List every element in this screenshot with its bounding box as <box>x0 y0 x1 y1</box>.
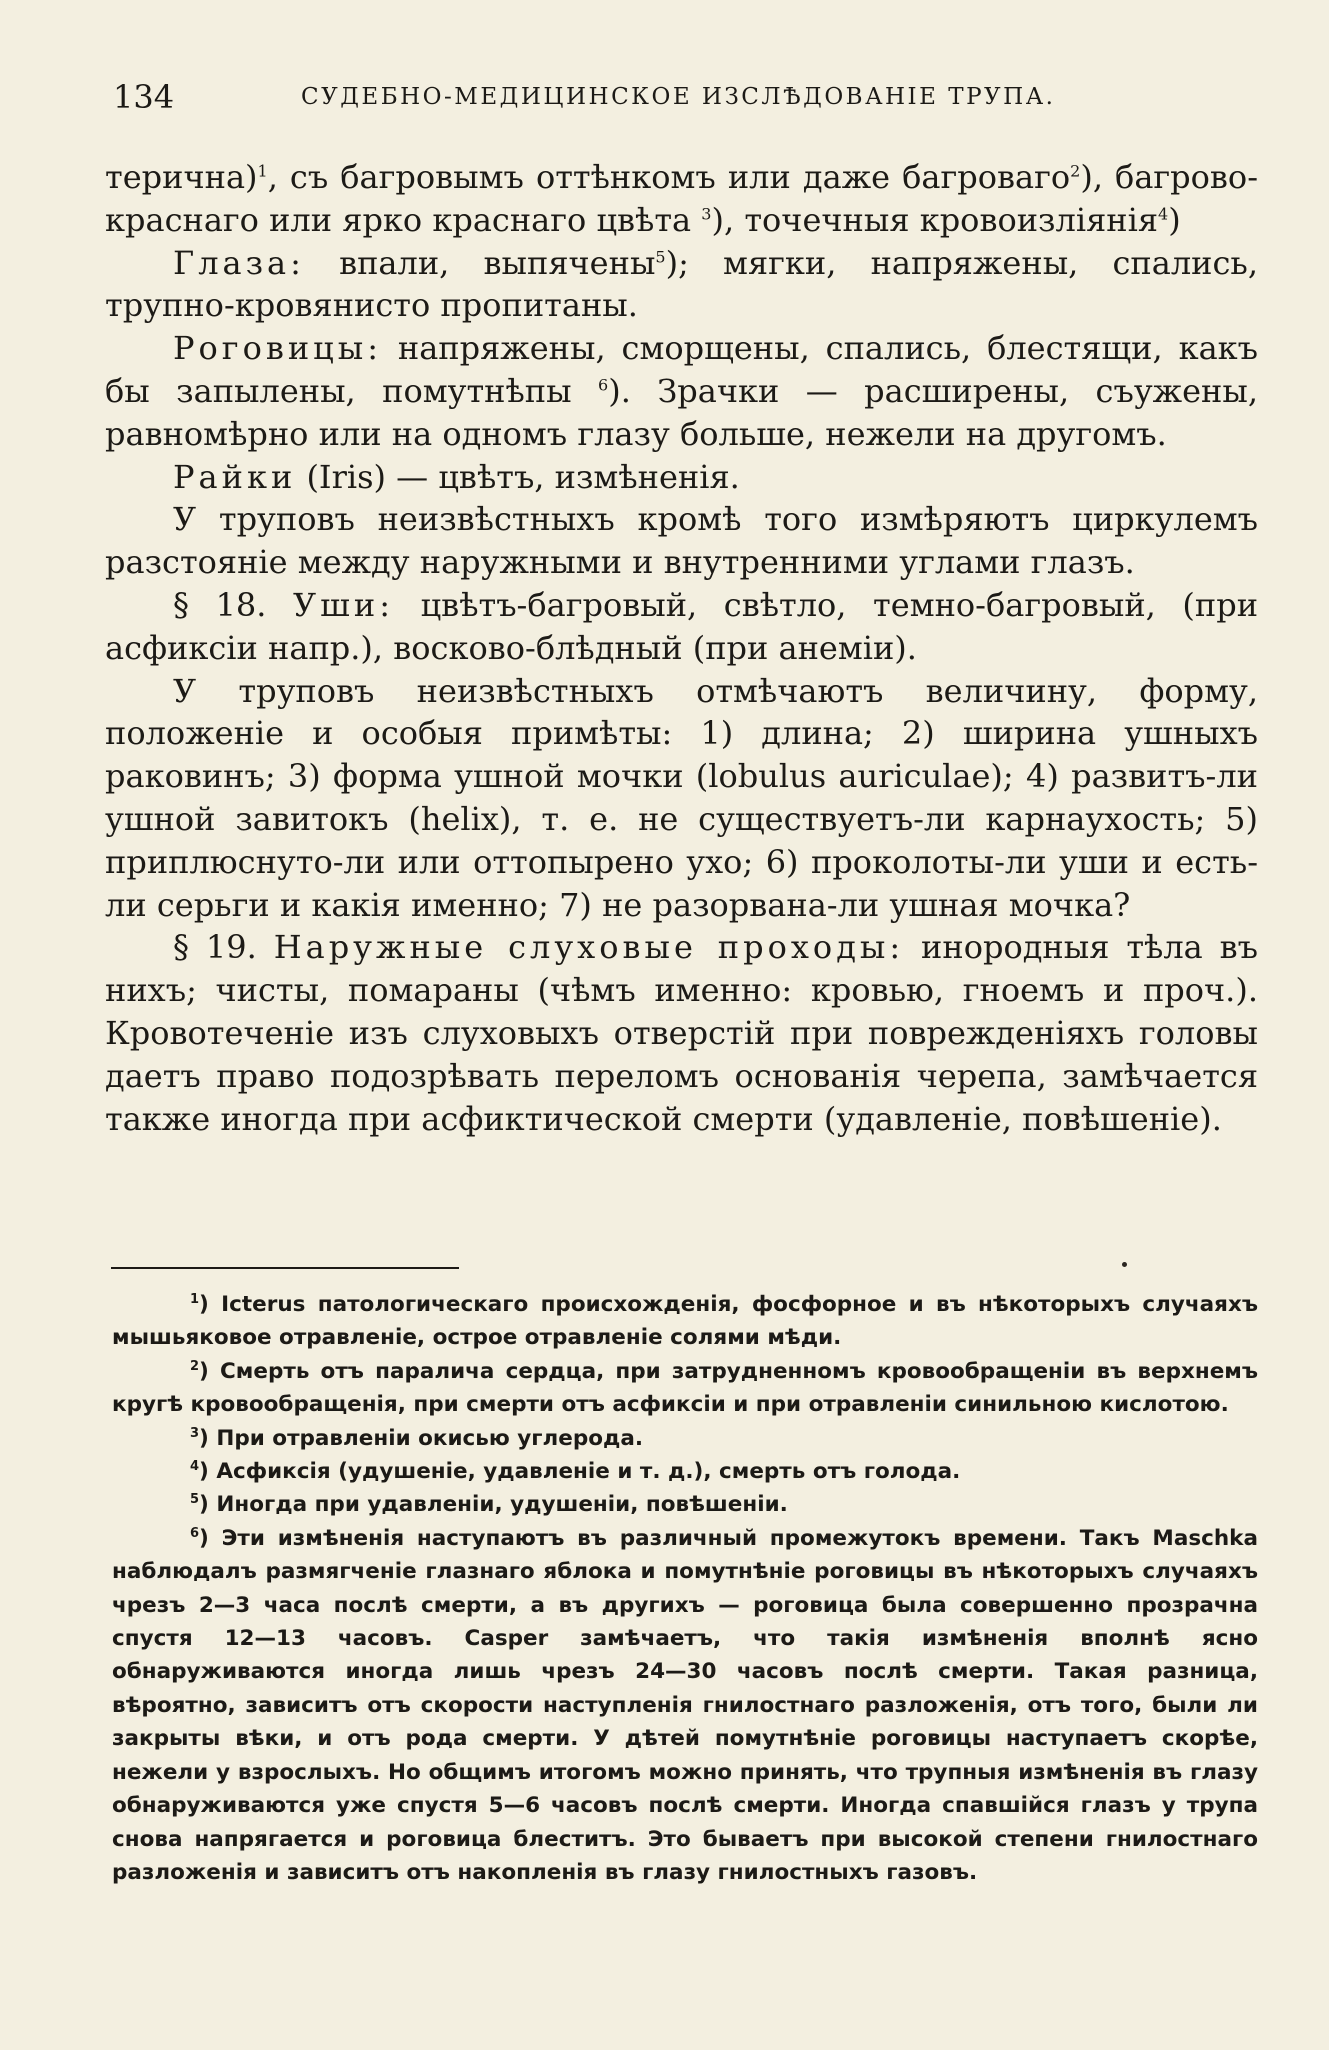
paragraph-ear-features: У труповъ неизвѣстныхъ отмѣчаютъ величину, форму, положеніе и особыя примѣты: 1) длина; 2) ширина ушныхъ раковинъ; 3) форма ушной мочки (lobulus auriculae); 4) развитъ-ли ушной завитокъ (helix), т. е. не существуетъ-ли карнаухость; 5) приплюснуто-ли или оттопырено ухо; 6) проколоты-ли уши и есть-ли серьги и какія именно; 7) не разорвана-ли ушная мочка? <box>105 671 1258 924</box>
running-head: СУДЕБНО-МЕДИЦИНСКОЕ ИЗСЛѢДОВАНІЕ ТРУПА. <box>301 84 1056 110</box>
footnote-text: Эти измѣненія наступаютъ въ различный промежутокъ времени. Такъ Maschka наблюдалъ размягченіе глазнаго яблока и помутнѣніе роговицы въ нѣкоторыхъ случаяхъ чрезъ 2—3 часа послѣ смерти, а въ другихъ — роговица была совершенно прозрачна спустя 12—13 часовъ. Casper замѣчаетъ, что такія измѣненія вполнѣ ясно обнаруживаются иногда лишь чрезъ 24—30 часовъ послѣ смерти. Такая разница, вѣроятно, зависитъ отъ скорости наступленія гнилостнаго разложенія, отъ того, были ли закрыты вѣки, и отъ рода смерти. У дѣтей помутнѣніе роговицы наступаетъ скорѣе, нежели у взрослыхъ. Но общимъ итогомъ можно принять, что трупныя измѣненія въ глазу обнаруживаются уже спустя 5—6 часовъ послѣ смерти. Иногда спавшійся глазъ у трупа снова напрягается и роговица блеститъ. Это бываетъ при высокой степени гнилостнаго разложенія и зависитъ отъ накопленія въ глазу гнилостныхъ газовъ. <box>112 1525 1258 1885</box>
footnote-5: $^5$) Иногда при удавленіи, удушеніи, повѣшеніи. <box>190 1492 788 1518</box>
term-iris: Райки <box>173 457 297 496</box>
footnote-text: Смерть отъ паралича сердца, при затрудненномъ кровообращеніи въ верхнемъ кругѣ кровообращенія, при смерти отъ асфиксіи и при отравленіи синильною кислотою. <box>112 1358 1259 1418</box>
term-ears: Уши: <box>293 585 395 624</box>
text-run: цвѣтъ-багровый, свѣтло, темно-багровый, (при асфиксіи напр.), восково-блѣдный (при анеміи). <box>105 585 1259 667</box>
footnote-mark: 4 <box>190 1458 200 1474</box>
footnote-4: $^4$) Асфиксія (удушеніе, удавленіе и т. д.), смерть отъ голода. <box>190 1458 961 1485</box>
footnote-mark: 6 <box>190 1525 200 1541</box>
footnote-ref-1: 1 <box>257 161 268 181</box>
footnote-mark: 1 <box>190 1291 200 1307</box>
text-run: ), багрово-краснаго или ярко краснаго цвѣта <box>105 158 1259 239</box>
text-run: инородныя тѣла въ нихъ; чисты, помараны (чѣмъ именно: кровью, гноемъ и проч.). Кровотеченіе изъ слуховыхъ отверстій при поврежденіяхъ головы даетъ право подозрѣвать переломъ основанія черепа, замѣчается также иногда при асфиктической смерти (удавленіе, повѣшеніе). <box>105 928 1258 1138</box>
footnote-ref-2: 2 <box>1070 161 1081 181</box>
text-run: ), точечныя кровоизліянія <box>711 200 1158 239</box>
footnote-text: При отравленіи окисью углерода. <box>216 1425 644 1451</box>
footnote-3: $^3$) При отравленіи окисью углерода. <box>190 1425 644 1451</box>
main-text <box>105 156 1258 1140</box>
paragraph-iris <box>105 456 1258 499</box>
footnote-ref-3: 3 <box>701 204 712 224</box>
ink-speck <box>1122 1262 1127 1267</box>
footnote-text: Асфиксія (удушеніе, удавленіе и т. д.), смерть отъ голода. <box>216 1459 961 1485</box>
footnote-divider <box>111 1267 459 1269</box>
text-run: (Iris) — цвѣтъ, измѣненія. <box>296 457 740 496</box>
footnote-text: Иногда при удавленіи, удушеніи, повѣшеніи. <box>216 1492 788 1518</box>
text-run: ). Зрачки — расширены, съужены, равномѣрно или на одномъ глазу больше, нежели на другомъ. <box>105 371 1259 453</box>
paragraph-section-19 <box>105 926 1258 1140</box>
term-ear-canals: Наружные слуховые проходы: <box>273 928 905 967</box>
paragraph-section-18 <box>105 584 1258 670</box>
footnote-2: $^2$) Смерть отъ паралича сердца, при затрудненномъ кровообращеніи въ верхнемъ кругѣ кровообращенія, при смерти отъ асфиксіи и при отравленіи синильною кислотою. <box>112 1358 1259 1418</box>
text-run: ) <box>1168 200 1181 239</box>
paragraph-eyes <box>105 242 1258 328</box>
footnote-text: Icterus патологическаго происхожденія, фосфорное и въ нѣкоторыхъ случаяхъ мышьяковое отравленіе, острое отравленіе солями мѣди. <box>112 1292 1258 1351</box>
footnote-1: $^1$) Icterus патологическаго происхожденія, фосфорное и въ нѣкоторыхъ случаяхъ мышьяковое отравленіе, острое отравленіе солями мѣди. <box>112 1291 1258 1351</box>
paragraph-eye-measure: У труповъ неизвѣстныхъ кромѣ того измѣряютъ циркулемъ разстояніе между наружными и внутренними углами глазъ. <box>105 500 1258 582</box>
footnotes <box>112 1288 1258 1889</box>
paragraph-continuation <box>105 156 1258 242</box>
text-run: впали, выпячены <box>304 243 656 282</box>
page-number: 134 <box>113 78 175 116</box>
text-run: ); мягки, напряжены, спались, трупно-кровянисто пропитаны. <box>105 243 1259 325</box>
footnote-6: $^6$) Эти измѣненія наступаютъ въ различный промежутокъ времени. Такъ Maschka наблюдалъ размягченіе глазнаго яблока и помутнѣніе роговицы въ нѣкоторыхъ случаяхъ чрезъ 2—3 часа послѣ смерти, а въ другихъ — роговица была совершенно прозрачна спустя 12—13 часовъ. Casper замѣчаетъ, что такія измѣненія вполнѣ ясно обнаруживаются иногда лишь чрезъ 24—30 часовъ послѣ смерти. Такая разница, вѣроятно, зависитъ отъ скорости наступленія гнилостнаго разложенія, отъ того, были ли закрыты вѣки, и отъ рода смерти. У дѣтей помутнѣніе роговицы наступаетъ скорѣе, нежели у взрослыхъ. Но общимъ итогомъ можно принять, что трупныя измѣненія въ глазу обнаруживаются уже спустя 5—6 часовъ послѣ смерти. Иногда спавшійся глазъ у трупа снова напрягается и роговица блеститъ. Это бываетъ при высокой степени гнилостнаго разложенія и зависитъ отъ накопленія въ глазу гнилостныхъ газовъ. <box>112 1525 1258 1885</box>
footnote-ref-5: 5 <box>655 246 666 266</box>
text-run: терична) <box>105 158 258 196</box>
page-header <box>113 78 1258 128</box>
footnote-ref-6: 6 <box>598 375 609 395</box>
footnote-ref-4: 4 <box>1158 204 1169 224</box>
term-cornea: Роговицы: <box>173 329 382 368</box>
section-number-19: § 19. <box>173 928 257 967</box>
section-number-18: § 18. <box>173 585 267 624</box>
footnote-mark: 3 <box>190 1425 200 1441</box>
text-run: напряжены, сморщены, спались, блестящи, какъ бы запылены, помутнѣпы <box>105 329 1258 410</box>
paragraph-cornea <box>105 327 1258 455</box>
term-eyes: Глаза: <box>173 243 305 282</box>
footnote-mark: 2 <box>190 1358 200 1374</box>
footnote-mark: 5 <box>190 1492 200 1508</box>
text-run: , съ багровымъ оттѣнкомъ или даже багроваго <box>267 158 1071 196</box>
